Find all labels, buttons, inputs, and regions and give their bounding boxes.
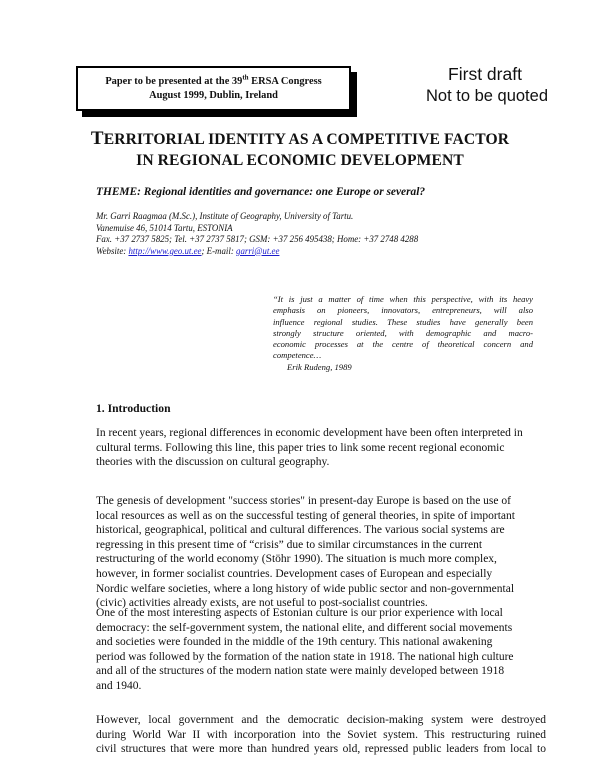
- text-line: regressing in this present time of “crisis” due to similar circumstances in the current: [96, 538, 483, 551]
- author-web-email: Website: http://www.geo.ut.ee; E-mail: garri@ut.ee: [96, 245, 280, 256]
- quote-line: emphasis on pioneers, innovators, entrepreneurs, will also: [273, 305, 533, 316]
- epigraph-quote: [273, 294, 533, 373]
- text-line: and 1940.: [96, 679, 142, 692]
- text-line: and societies were founded in the middle of the 19th century. This national awakening: [96, 636, 493, 649]
- paper-title-line-1: TERRITORIAL IDENTITY AS A COMPETITIVE FACTOR: [90, 128, 510, 149]
- email-link[interactable]: garri@ut.ee: [236, 245, 280, 256]
- text-line: In recent years, regional differences in economic development have been often interpreted in: [96, 427, 523, 439]
- quote-author: Erik Rudeng, 1989: [287, 361, 352, 372]
- text-line: However, local government and the democratic decision-making system were destroyed: [96, 714, 546, 726]
- conference-box: [76, 66, 351, 111]
- text-line: historical, geographical, political and cultural differences. The various social systems are: [96, 524, 505, 537]
- conference-line-2: August 1999, Dublin, Ireland: [149, 89, 278, 101]
- first-draft-label: First draft: [448, 64, 522, 84]
- quote-line: competence…: [273, 350, 322, 361]
- text-line: (civic) activities already exists, are not useful to post-socialist countries.: [96, 597, 428, 610]
- text-line: however, in former socialist countries. Development cases of European and especially: [96, 567, 493, 580]
- text-line: local resources as well as on the successful testing of general theories, in spite of important: [96, 509, 515, 522]
- section-heading: 1. Introduction: [96, 402, 171, 415]
- paragraph-4: [96, 713, 546, 757]
- paragraph-1: [96, 426, 546, 470]
- paper-title-line-2: IN REGIONAL ECONOMIC DEVELOPMENT: [136, 152, 464, 169]
- text-line: Nordic welfare societies, where a long history of wide public sector and non-governmental: [96, 582, 515, 595]
- paragraph-2: [96, 494, 546, 611]
- quote-line: influence regional studies. These studies have generally been: [273, 316, 533, 327]
- website-link[interactable]: http://www.geo.ut.ee: [128, 245, 202, 256]
- author-affiliation: Mr. Garri Raagmaa (M.Sc.), Institute of Geography, University of Tartu.: [96, 211, 354, 221]
- conference-line-1: Paper to be presented at the 39th ERSA Congress: [105, 73, 322, 87]
- text-line: civil structures that were more than hundred years old, repressed public leaders from local to: [96, 743, 546, 756]
- quote-line: “It is just a matter of time when this perspective, with its heavy: [273, 294, 533, 304]
- author-address: Vanemuise 46, 51014 Tartu, ESTONIA: [96, 222, 233, 233]
- text-line: theories with the discussion on cultural geography.: [96, 456, 330, 469]
- author-phone: Fax. +37 2737 5825; Tel. +37 2737 5817; GSM: +37 256 495438; Home: +37 2748 4288: [96, 234, 419, 244]
- text-line: democracy: the self-government system, the national elite, and different social movements: [96, 621, 513, 634]
- text-line: One of the most interesting aspects of Estonian culture is our prior experience with local: [96, 607, 503, 619]
- text-line: period was followed by the formation of the nation state in 1918. The national high culture: [96, 650, 514, 663]
- quote-line: strongly structure oriented, with demographic and macro-: [273, 327, 533, 338]
- not-quoted-label: Not to be quoted: [425, 87, 548, 105]
- text-line: The genesis of development "success stories" in present-day Europe is based on the use of: [96, 495, 511, 507]
- text-line: restructuring of the world economy (Stöhr 1990). The situation is much more complex,: [96, 553, 497, 566]
- theme-line: THEME: Regional identities and governance: one Europe or several?: [96, 186, 426, 198]
- paragraph-3: [96, 606, 546, 694]
- text-line: during World War II with incorporation into the Soviet system. This restructuring ruined: [96, 728, 546, 741]
- text-line: cultural terms. Following this line, this paper tries to link some recent regional economic: [96, 441, 505, 454]
- text-line: and all of the structures of the modern nation state were mainly developed between 1918: [96, 665, 505, 678]
- quote-line: economic processes at the centre of theoretical concern and: [273, 339, 533, 350]
